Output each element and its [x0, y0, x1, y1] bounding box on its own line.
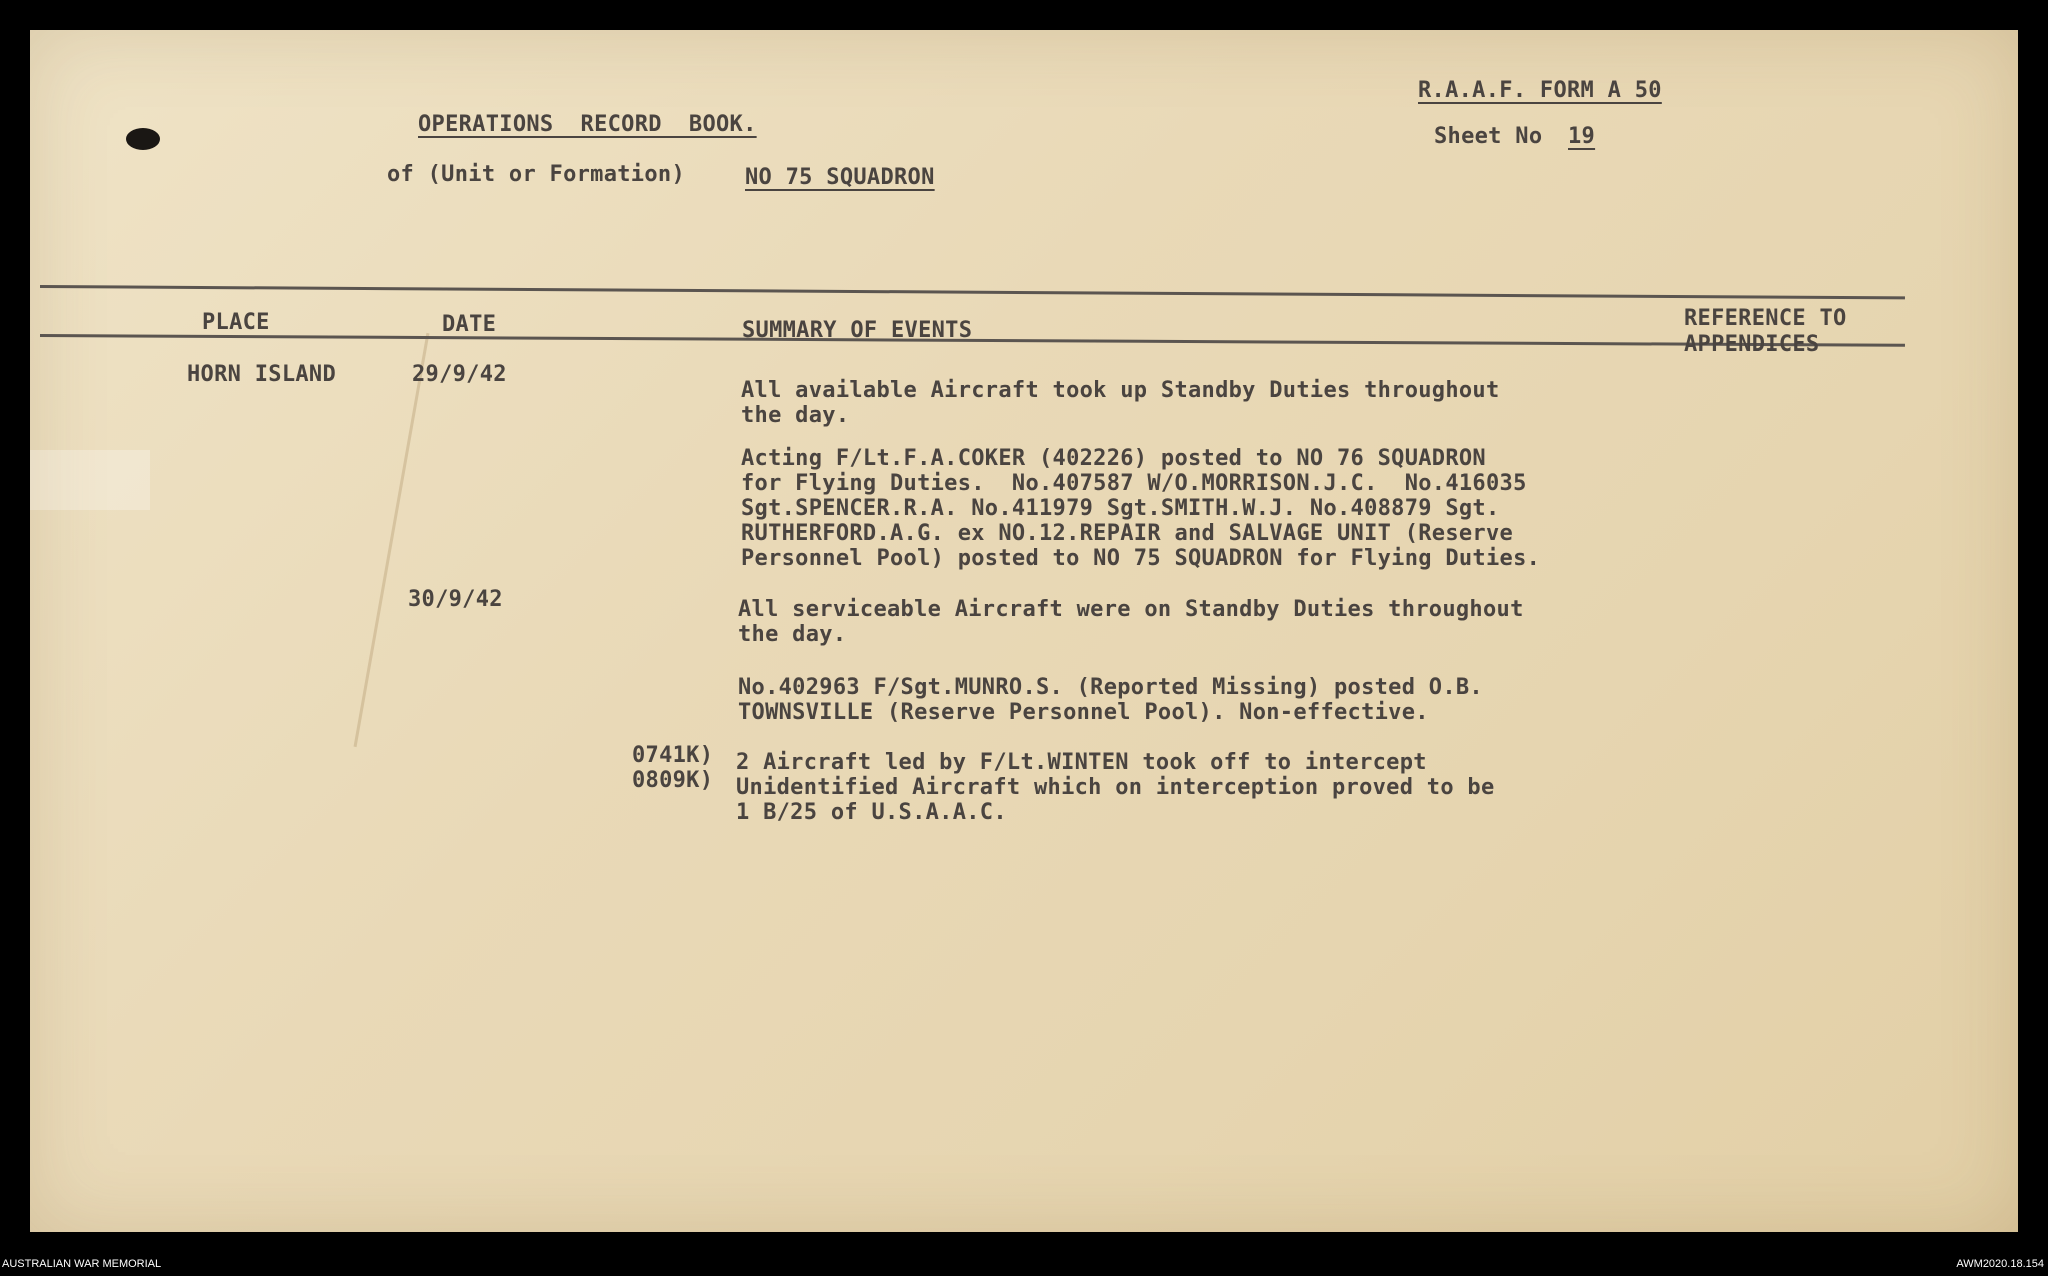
- entry-date-1: 29/9/42: [412, 362, 507, 387]
- document-title: OPERATIONS RECORD BOOK.: [418, 112, 757, 137]
- footer-accession-number: AWM2020.18.154: [1956, 1258, 2044, 1270]
- column-header-date: DATE: [442, 312, 497, 337]
- column-header-summary: SUMMARY OF EVENTS: [742, 318, 973, 343]
- footer-credit: AUSTRALIAN WAR MEMORIAL: [2, 1258, 162, 1270]
- summary-paragraph-1: All available Aircraft took up Standby Duties throughout the day.: [741, 378, 1500, 428]
- summary-paragraph-4: No.402963 F/Sgt.MUNRO.S. (Reported Missing) posted O.B. TOWNSVILLE (Reserve Personnel Pool). Non-effective.: [738, 675, 1483, 725]
- unit-label: of (Unit or Formation): [387, 162, 685, 187]
- form-number: R.A.A.F. FORM A 50: [1418, 78, 1662, 103]
- entry-time-1: 0741K): [632, 743, 714, 768]
- sheet-number: 19: [1568, 124, 1596, 149]
- paper-crease: [30, 450, 150, 510]
- column-header-appendices: APPENDICES: [1684, 332, 1820, 357]
- entry-place: HORN ISLAND: [187, 362, 336, 387]
- entry-date-2: 30/9/42: [408, 587, 503, 612]
- summary-paragraph-5: 2 Aircraft led by F/Lt.WINTEN took off to intercept Unidentified Aircraft which on interception proved to be 1 B/25 of U.S.A.A.C.: [736, 750, 1495, 825]
- paper-crease: [354, 333, 430, 747]
- column-header-place: PLACE: [202, 310, 270, 335]
- column-header-reference: REFERENCE TO: [1684, 306, 1847, 331]
- sheet-label: Sheet No: [1434, 124, 1543, 149]
- summary-paragraph-2: Acting F/Lt.F.A.COKER (402226) posted to NO 76 SQUADRON for Flying Duties. No.407587 W/O.MORRISON.J.C. No.416035 Sgt.SPENCER.R.A. No.411979 Sgt.SMITH.W.J. No.408879 Sgt. RUTHERFORD.A.G. ex NO.12.REPAIR and SALVAGE UNIT (Reserve Personnel Pool) posted to NO 75 SQUADRON for Flying Duties.: [741, 446, 1541, 571]
- summary-paragraph-3: All serviceable Aircraft were on Standby Duties throughout the day.: [738, 597, 1524, 647]
- entry-time-2: 0809K): [632, 768, 714, 793]
- paper-tear: [126, 128, 160, 150]
- unit-name: NO 75 SQUADRON: [745, 165, 935, 190]
